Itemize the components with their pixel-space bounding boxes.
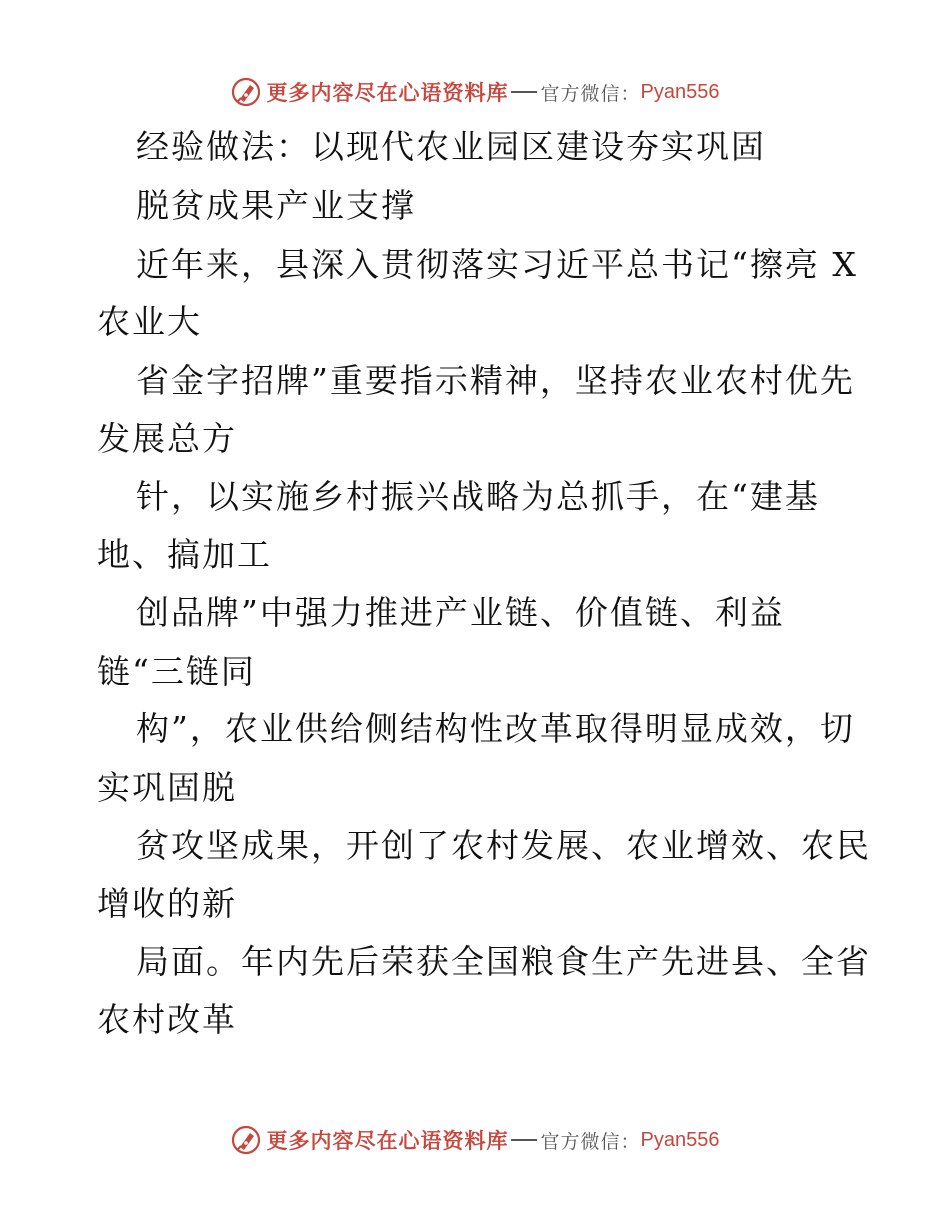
paragraph-line: 增收的新 xyxy=(97,884,237,923)
paragraph-line: 发展总方 xyxy=(97,419,237,458)
document-title-line-2: 脱贫成果产业支撑 xyxy=(136,186,416,225)
paragraph-line: 贫攻坚成果，开创了农村发展、农业增效、农民 xyxy=(136,826,871,865)
brand-text: 更多内容尽在心语资料库 xyxy=(266,1128,509,1153)
paragraph-line: 实巩固脱 xyxy=(97,768,237,807)
paragraph-line: 构”，农业供给侧结构性改革取得明显成效，切 xyxy=(136,709,855,748)
wechat-id: Pyan556 xyxy=(640,80,720,103)
banner-dash xyxy=(511,91,537,93)
paragraph-line: 农业大 xyxy=(97,302,202,341)
paragraph-line: 局面。年内先后荣获全国粮食生产先进县、全省 xyxy=(136,942,871,981)
paragraph-line: 地、搞加工 xyxy=(97,535,272,574)
paragraph-line: 链“三链同 xyxy=(97,652,256,691)
paragraph-line: 农村改革 xyxy=(97,1000,237,1039)
pen-nib-icon xyxy=(231,1125,261,1155)
document-title-line-1: 经验做法：以现代农业园区建设夯实巩固 xyxy=(136,127,766,166)
wechat-label: 官方微信： xyxy=(540,82,641,105)
banner-dash xyxy=(511,1139,537,1141)
brand-text: 更多内容尽在心语资料库 xyxy=(266,80,509,105)
paragraph-line: 创品牌”中强力推进产业链、价值链、利益 xyxy=(136,593,785,632)
wechat-label: 官方微信： xyxy=(540,1130,641,1153)
wechat-id: Pyan556 xyxy=(640,1128,720,1151)
paragraph-line: 近年来，县深入贯彻落实习近平总书记“擦亮 X xyxy=(136,245,858,284)
header-banner xyxy=(0,72,950,112)
pen-nib-icon xyxy=(231,77,261,107)
paragraph-line: 针，以实施乡村振兴战略为总抓手，在“建基 xyxy=(136,477,820,516)
footer-banner xyxy=(0,1120,950,1160)
paragraph-line: 省金字招牌”重要指示精神，坚持农业农村优先 xyxy=(136,361,855,400)
